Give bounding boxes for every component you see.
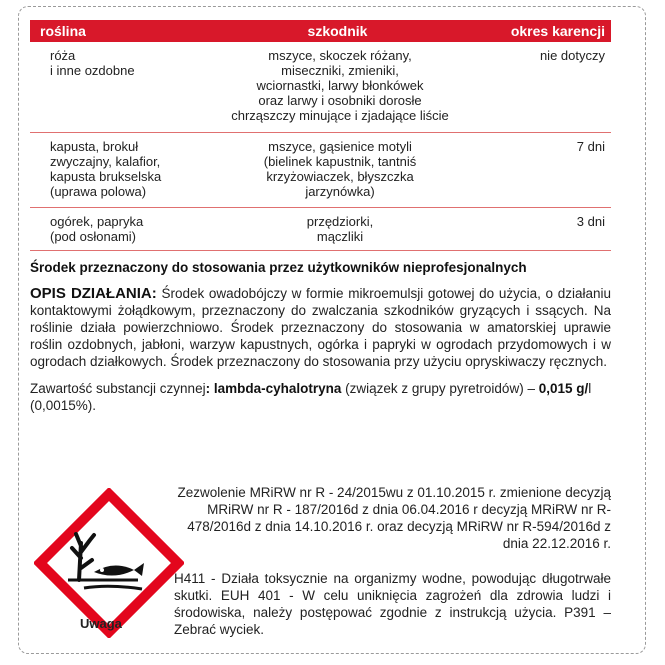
header-period: okres karencji — [510, 23, 605, 39]
description-heading: OPIS DZIAŁANIA: — [30, 285, 157, 302]
table-row — [30, 133, 611, 208]
table-header — [30, 20, 611, 42]
row-plant: róża i inne ozdobne — [50, 48, 135, 78]
hazard-statement: H411 - Działa toksycznie na organizmy wodne, powodując długotrwałe skutki. EUH 401 - W celu uniknięcia zagrożeń dla zdrowia ludzi i środowiska, należy postępować zgodnie z instrukcją użycia. P391 – Zebrać wyciek. — [174, 571, 611, 637]
description-text: Środek owadobójczy w formie mikroemulsji gotowej do użycia, o działaniu kontaktowymi żołądkowym, przeznaczony do zwalczania szkodników gryzących i ssących. Na roślinie działa powierzchniowo. Środek przeznaczony do stosowania w amatorskiej uprawie roślin ozdobnych, jabłoni, warzyw kapustnych, ogórka i papryki w ogrodach przydomowych i w ogrodach działkowych. Środek przeznaczony do stosowania przy użyciu opryskiwaczy ręcznych. — [30, 286, 611, 369]
row-period: 7 dni — [576, 139, 605, 154]
signal-word: Uwaga — [80, 616, 122, 631]
user-notice: Środek przeznaczony do stosowania przez użytkowników nieprofesjonalnych — [30, 260, 527, 275]
row-plant: ogórek, papryka (pod osłonami) — [50, 214, 144, 244]
header-pest: szkodnik — [307, 23, 368, 39]
active-dash: – — [523, 381, 539, 396]
label-content — [30, 20, 611, 414]
active-prefix: Zawartość substancji czynnej — [30, 381, 206, 396]
hazard-section — [30, 480, 611, 645]
row-pest: przędziorki, mączliki — [306, 214, 374, 244]
table-row — [30, 42, 611, 133]
active-name: : lambda-cyhalotryna — [205, 381, 342, 396]
row-period: nie dotyczy — [539, 48, 605, 63]
active-amount: 0,015 g/ — [538, 381, 589, 396]
row-plant: kapusta, brokuł zwyczajny, kalafior, kapusta brukselska (uprawa polowa) — [50, 139, 162, 199]
description — [30, 285, 611, 370]
row-period: 3 dni — [576, 214, 605, 229]
row-pest: mszyce, gąsienice motyli (bielinek kapustnik, tantniś krzyżowiaczek, błyszczka jarzynówka) — [263, 139, 417, 199]
table-row — [30, 208, 611, 251]
active-group: (związek z grupy pyretroidów) — [341, 381, 524, 396]
active-substance — [30, 380, 611, 414]
active-unit: l (0,0015%). — [30, 381, 592, 413]
permit-text: Zezwolenie MRiRW nr R - 24/2015wu z 01.10.2015 r. zmienione decyzją MRiRW nr R - 187/2016d z dnia 06.04.2016 r decyzją MRiRW nr R-478/2016d z dnia 14.10.2016 r. oraz decyzją MRiRW nr R-594/2016d z dnia 22.12.2016 r. — [177, 485, 611, 551]
header-plant: roślina — [40, 23, 86, 39]
row-pest: mszyce, skoczek różany, miseczniki, zmieniki, wciornastki, larwy błonkówek oraz larwy i osobniki dorosłe chrząszczy minujące i zjadające liście — [231, 48, 449, 123]
